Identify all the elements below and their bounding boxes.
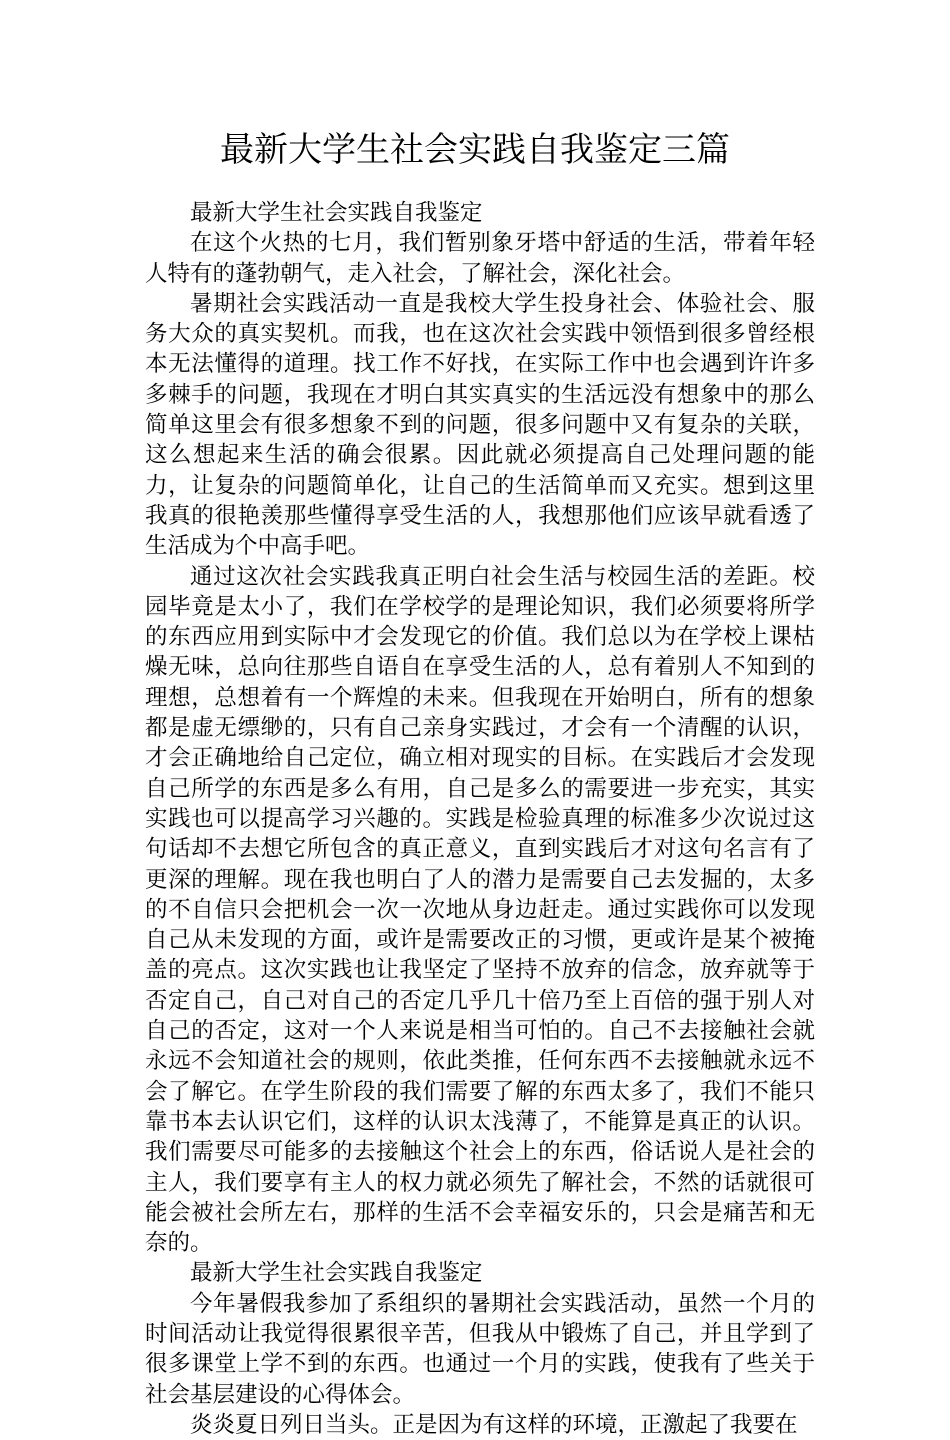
paragraph: 今年暑假我参加了系组织的暑期社会实践活动，虽然一个月的时间活动让我觉得很累很辛苦，但我从中锻炼了自己，并且学到了很多课堂上学不到的东西。也通过一个月的实践，使我有了些关于社会基层建设的心得体会。 (145, 1290, 815, 1408)
section-heading: 最新大学生社会实践自我鉴定 (190, 200, 483, 226)
document-title: 最新大学生社会实践自我鉴定三篇 (220, 130, 730, 170)
paragraph: 通过这次社会实践我真正明白社会生活与校园生活的差距。校园毕竟是太小了，我们在学校学的是理论知识，我们必须要将所学的东西应用到实际中才会发现它的价值。我们总以为在学校上课枯燥无味，总向往那些自语自在享受生活的人，总有着别人不知到的理想，总想着有一个辉煌的未来。但我现在开始明白，所有的想象都是虚无缥缈的，只有自己亲身实践过，才会有一个清醒的认识，才会正确地给自己定位，确立相对现实的目标。在实践后才会发现自己所学的东西是多么有用，自己是多么的需要进一步充实，其实实践也可以提高学习兴趣的。实践是检验真理的标准多少次说过这句话却不去想它所包含的真正意义，直到实践后才对这句名言有了更深的理解。现在我也明白了人的潜力是需要自己去发掘的，太多的不自信只会把机会一次一次地从身边赶走。通过实践你可以发现自己从未发现的方面，或许是需要改正的习惯，更或许是某个被掩盖的亮点。这次实践也让我坚定了坚持不放弃的信念，放弃就等于否定自己，自己对自己的否定几乎几十倍乃至上百倍的强于别人对自己的否定，这对一个人来说是相当可怕的。自己不去接触社会就永远不会知道社会的规则，依此类推，任何东西不去接触就永远不会了解它。在学生阶段的我们需要了解的东西太多了，我们不能只靠书本去认识它们，这样的认识太浅薄了，不能算是真正的认识。我们需要尽可能多的去接触这个社会上的东西，俗话说人是社会的主人，我们要享有主人的权力就必须先了解社会，不然的话就很可能会被社会所左右，那样的生活不会幸福安乐的，只会是痛苦和无奈的。 (145, 563, 815, 1257)
paragraph: 炎炎夏日列日当头。正是因为有这样的环境，正激起了我要在 (190, 1411, 798, 1438)
paragraph: 暑期社会实践活动一直是我校大学生投身社会、体验社会、服务大众的真实契机。而我，也在这次社会实践中领悟到很多曾经根本无法懂得的道理。找工作不好找，在实际工作中也会遇到许许多多棘手的问题，我现在才明白其实真实的生活远没有想象中的那么简单这里会有很多想象不到的问题，很多问题中又有复杂的关联，这么想起来生活的确会很累。因此就必须提高自己处理问题的能力，让复杂的问题简单化，让自己的生活简单而又充实。想到这里我真的很艳羡那些懂得享受生活的人，我想那他们应该早就看透了生活成为个中高手吧。 (145, 290, 815, 560)
paragraph: 在这个火热的七月，我们暂别象牙塔中舒适的生活，带着年轻人特有的蓬勃朝气，走入社会，了解社会，深化社会。 (145, 230, 815, 287)
document-body (145, 198, 815, 1440)
section-heading: 最新大学生社会实践自我鉴定 (190, 1260, 483, 1287)
